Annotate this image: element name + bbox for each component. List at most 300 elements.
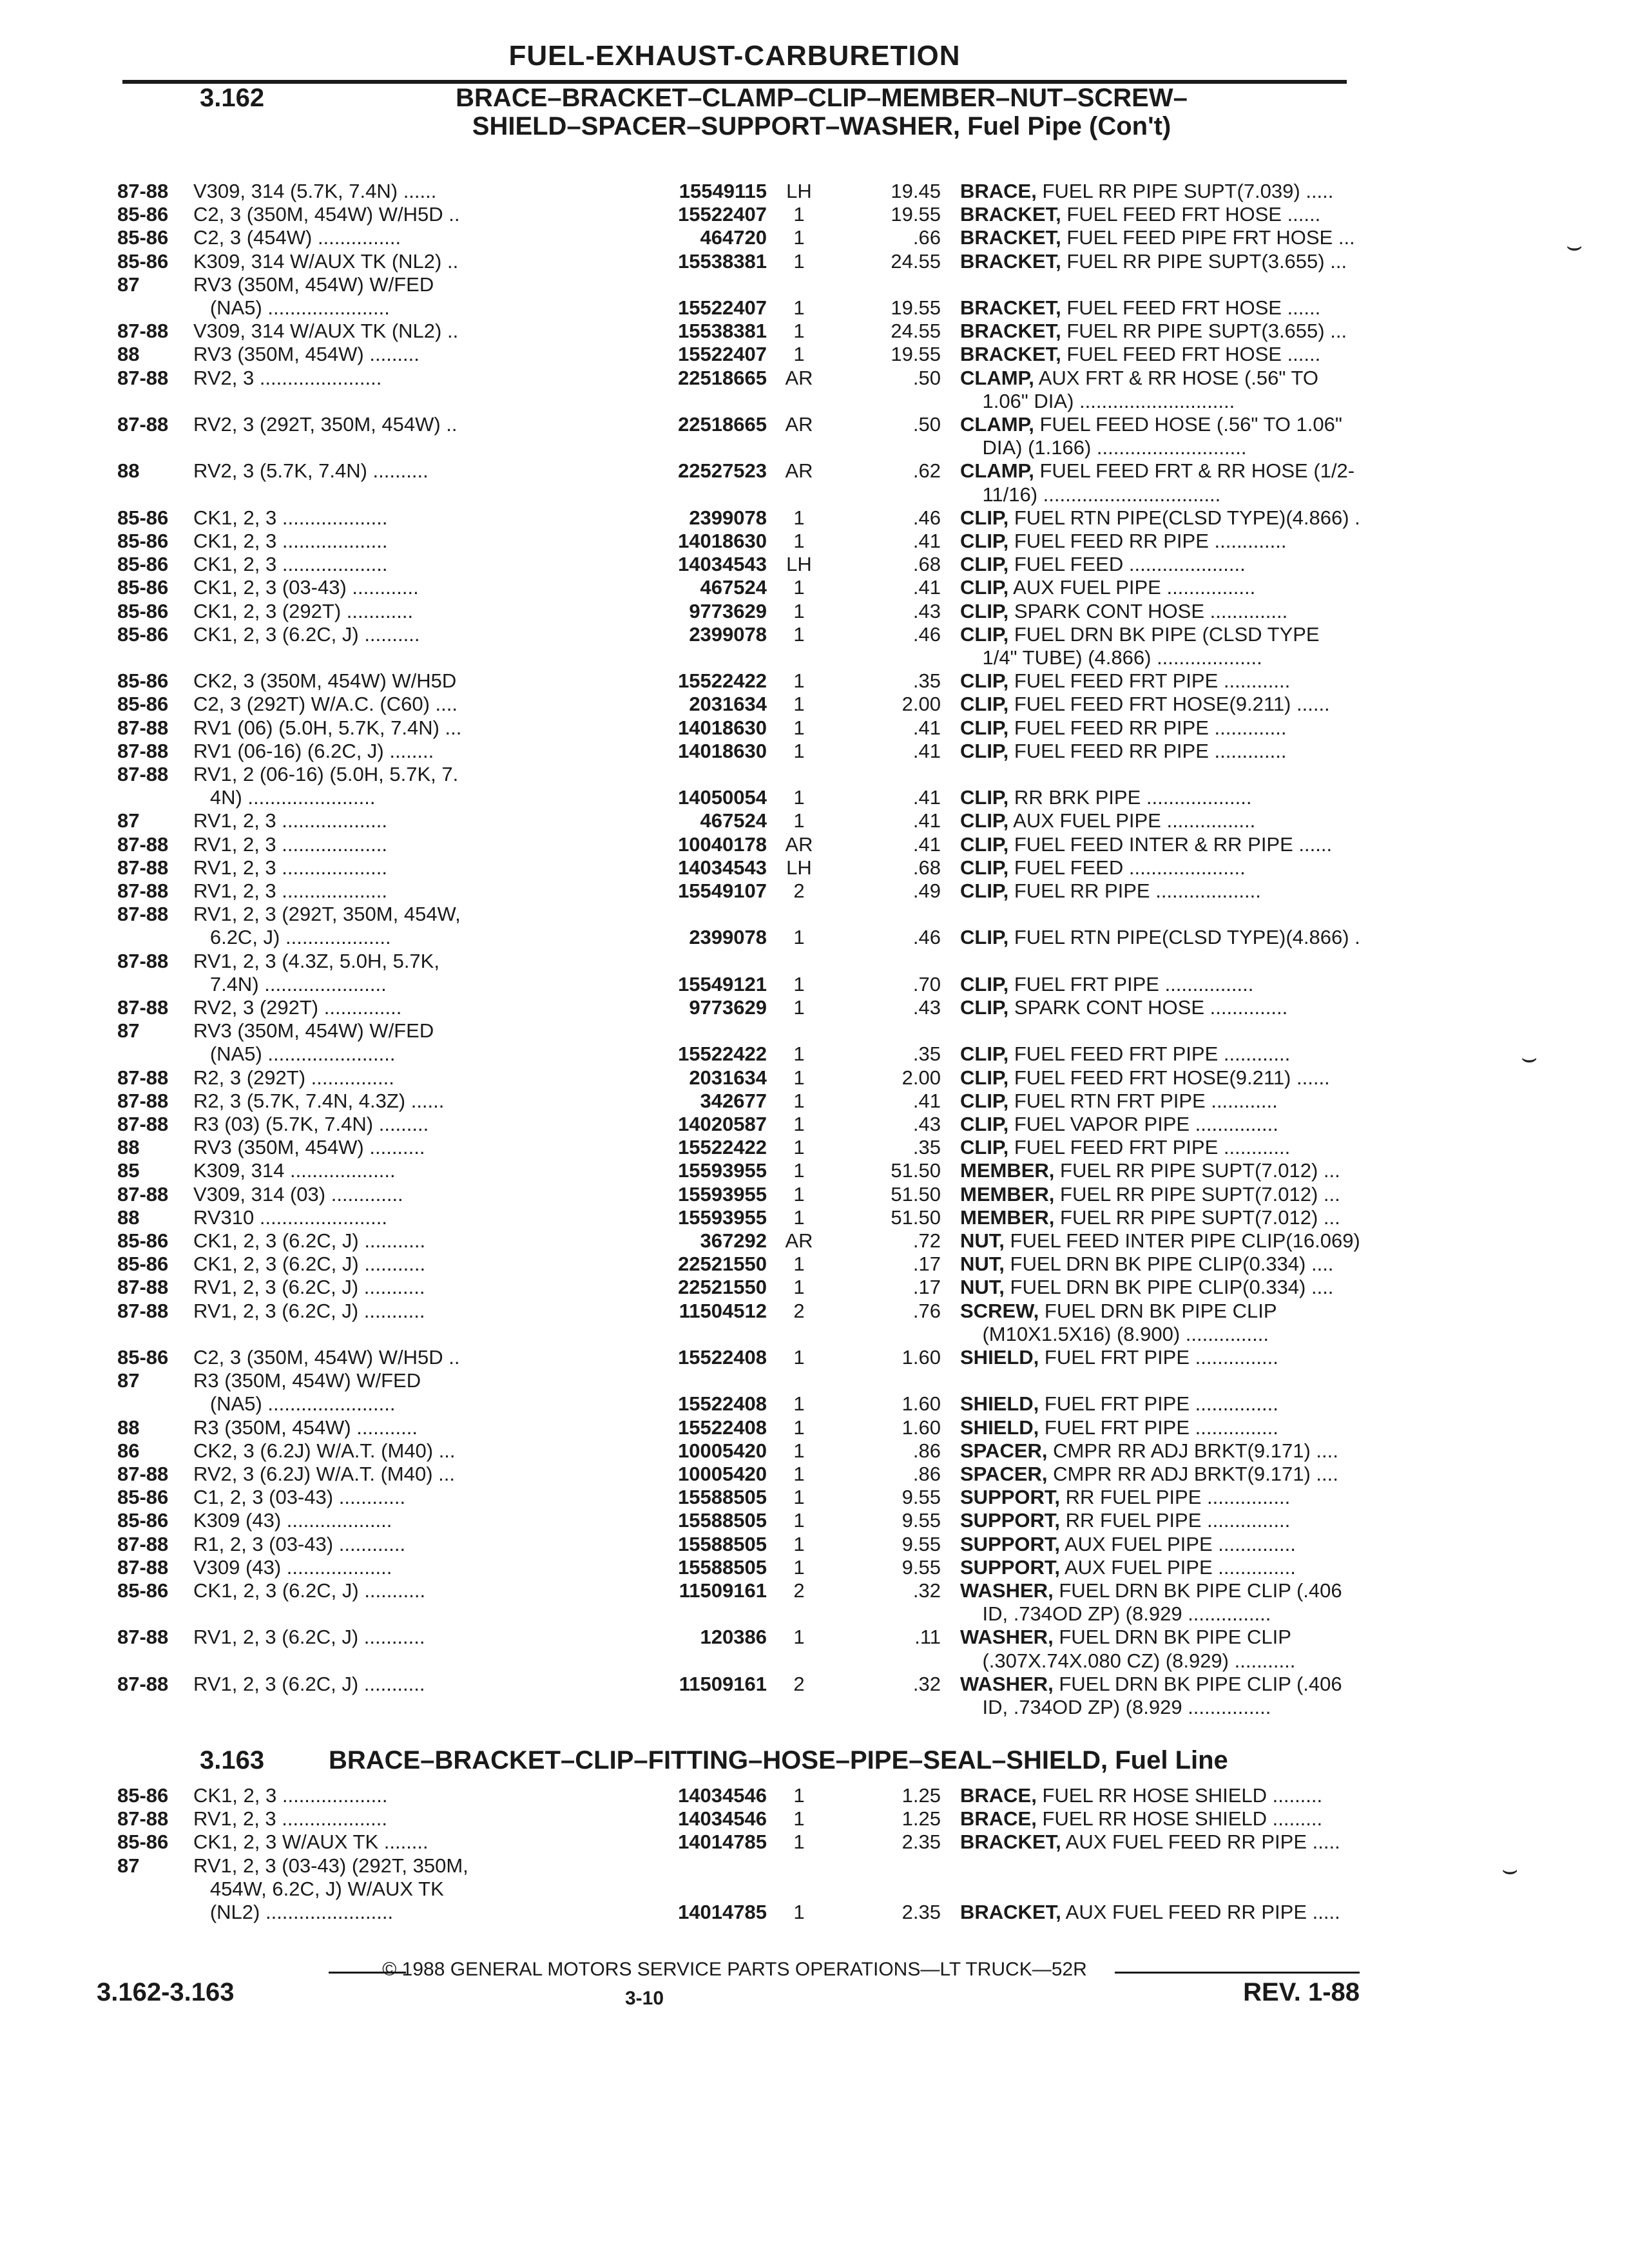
part-number-cell: 22521550 (678, 1276, 767, 1299)
description-keyword: MEMBER, (960, 1159, 1055, 1182)
description-text: AUX FUEL PIPE .............. (1064, 1532, 1296, 1555)
table-row (97, 274, 1360, 297)
description-cell (960, 1580, 1450, 1602)
part-number-cell: 15538381 (678, 320, 767, 343)
application-cell: CK1, 2, 3 (6.2C, J) ........... (193, 1579, 426, 1602)
part-number-cell: 2399078 (689, 926, 767, 949)
description-cell (960, 1253, 1450, 1275)
quantity-cell: 1 (793, 809, 805, 832)
model-year-cell: 85-86 (117, 226, 169, 249)
price-cell: .41 (912, 530, 941, 552)
quantity-cell: 1 (793, 1136, 805, 1159)
part-number-cell: 15522422 (678, 669, 767, 693)
application-cell: (NA5) ...................... (193, 296, 390, 319)
description-text: FUEL FEED ..................... (1014, 553, 1246, 576)
description-text: AUX FUEL FEED RR PIPE ..... (1065, 1901, 1340, 1923)
application-cell: RV2, 3 (6.2J) W/A.T. (M40) ... (193, 1463, 455, 1485)
application-cell: CK1, 2, 3 ................... (193, 530, 388, 552)
table-row (97, 1207, 1360, 1230)
description-keyword: CLIP, (960, 553, 1009, 576)
model-year-cell: 87-88 (117, 903, 169, 926)
application-cell: CK1, 2, 3 (292T) ............ (193, 599, 414, 622)
part-number-cell: 9773629 (689, 599, 767, 622)
price-cell: .86 (912, 1439, 941, 1462)
table-row (97, 974, 1360, 997)
description-keyword: CLIP, (960, 716, 1009, 739)
quantity-cell: 2 (793, 1579, 805, 1602)
model-year-cell: 87-88 (117, 763, 169, 785)
part-number-cell: 367292 (700, 1229, 767, 1252)
application-cell: RV3 (350M, 454W) ......... (193, 343, 419, 366)
price-cell: 24.55 (891, 320, 941, 343)
part-number-cell: 15588505 (678, 1532, 767, 1555)
quantity-cell: AR (785, 366, 813, 389)
description-cell (960, 484, 1450, 506)
model-year-cell: 87-88 (117, 1089, 169, 1112)
price-cell: .76 (912, 1299, 941, 1322)
section-number: 3.163 (200, 1746, 265, 1774)
model-year-cell: 88 (117, 343, 140, 366)
description-cell (960, 857, 1450, 879)
table-row (97, 1580, 1360, 1603)
section-title-line2: SHIELD–SPACER–SUPPORT–WASHER, Fuel Pipe (Con't) (472, 112, 1171, 140)
price-cell: 19.55 (891, 343, 941, 366)
table-row (97, 390, 1360, 414)
part-number-cell: 467524 (700, 576, 767, 599)
model-year-cell: 87-88 (117, 856, 169, 879)
quantity-cell: 1 (793, 1463, 805, 1485)
model-year-cell: 85-86 (117, 1784, 169, 1807)
description-text: ID, .734OD ZP) (8.929 ............... (965, 1696, 1271, 1718)
description-text: RR FUEL PIPE ............... (1065, 1509, 1291, 1532)
part-number-cell: 2399078 (689, 622, 767, 646)
page-title: FUEL-EXHAUST-CARBURETION (508, 40, 961, 72)
description-keyword: SUPPORT, (960, 1509, 1061, 1532)
description-keyword: CLIP, (960, 622, 1009, 646)
description-keyword: SHIELD, (960, 1346, 1039, 1369)
price-cell: .43 (912, 996, 941, 1019)
price-cell: .66 (912, 226, 941, 249)
margin-mark: ⌣ (1521, 1044, 1538, 1072)
description-keyword: NUT, (960, 1276, 1005, 1299)
application-cell: CK2, 3 (350M, 454W) W/H5D (193, 669, 457, 693)
table-row (97, 764, 1360, 787)
description-cell (960, 1137, 1450, 1158)
model-year-cell: 87 (117, 809, 140, 832)
application-cell: (NA5) ....................... (193, 1043, 396, 1066)
margin-mark: ⌣ (1566, 232, 1583, 260)
quantity-cell: 1 (793, 716, 805, 739)
table-row (97, 1370, 1360, 1393)
application-cell: V309, 314 (03) ............. (193, 1182, 403, 1206)
part-number-cell: 15522408 (678, 1416, 767, 1439)
description-text: FUEL DRN BK PIPE CLIP(0.334) .... (1010, 1276, 1334, 1299)
model-year-cell: 87 (117, 1854, 140, 1877)
section-title (354, 84, 1289, 140)
model-year-cell: 87-88 (117, 366, 169, 389)
price-cell: 1.60 (901, 1416, 941, 1439)
model-year-cell: 85-86 (117, 1253, 169, 1276)
description-text: FUEL RR PIPE SUPT(3.655) ... (1066, 320, 1347, 343)
section-3-163 (97, 1746, 1360, 1925)
description-keyword: CLIP, (960, 809, 1009, 832)
description-text: 11/16) ................................ (965, 483, 1221, 506)
part-number-cell: 15549107 (678, 879, 767, 902)
description-cell (960, 834, 1450, 856)
table-row (97, 484, 1360, 507)
description-cell (960, 787, 1450, 809)
description-text: (.307X.74X.080 CZ) (8.929) ........... (965, 1649, 1296, 1672)
description-text: FUEL DRN BK PIPE (CLSD TYPE (1014, 622, 1320, 646)
description-cell (960, 1696, 1450, 1718)
description-cell (960, 1650, 1450, 1672)
table-row (97, 787, 1360, 810)
table-row (97, 1696, 1360, 1720)
quantity-cell: 1 (793, 296, 805, 319)
part-number-cell: 9773629 (689, 996, 767, 1019)
footer-revision: REV. 1-88 (1243, 1978, 1360, 2006)
table-row (97, 1650, 1360, 1673)
description-keyword: BRACKET, (960, 320, 1061, 343)
description-keyword: NUT, (960, 1229, 1005, 1252)
application-cell: CK1, 2, 3 ................... (193, 1784, 388, 1807)
description-cell (960, 1831, 1450, 1853)
application-cell: RV1, 2 (06-16) (5.0H, 5.7K, 7. (193, 763, 459, 785)
description-keyword: SPACER, (960, 1439, 1048, 1462)
description-cell (960, 903, 1450, 925)
application-cell: RV3 (350M, 454W) W/FED (193, 1019, 434, 1043)
quantity-cell: 1 (793, 226, 805, 249)
model-year-cell: 87-88 (117, 716, 169, 739)
application-cell: C2, 3 (350M, 454W) W/H5D .. (193, 203, 460, 226)
description-cell (960, 1043, 1450, 1065)
description-keyword: BRACE, (960, 1807, 1037, 1831)
description-keyword: CLIP, (960, 1043, 1009, 1066)
description-text: CMPR RR ADJ BRKT(9.171) .... (1053, 1463, 1338, 1485)
part-number-cell: 22521550 (678, 1253, 767, 1276)
price-cell: 1.25 (901, 1807, 941, 1831)
model-year-cell: 87-88 (117, 1626, 169, 1649)
description-text: FUEL RR HOSE SHIELD ......... (1042, 1784, 1323, 1807)
description-cell (960, 1417, 1450, 1439)
section-header (97, 84, 1360, 180)
description-cell (960, 670, 1450, 692)
part-number-cell: 22518665 (678, 366, 767, 389)
part-number-cell: 2399078 (689, 506, 767, 529)
description-cell (960, 320, 1450, 342)
description-cell (960, 227, 1450, 249)
description-cell (960, 180, 1450, 202)
application-cell: RV1, 2, 3 ................... (193, 809, 387, 832)
quantity-cell: 2 (793, 1299, 805, 1322)
quantity-cell: 1 (793, 203, 805, 226)
part-number-cell: 14014785 (678, 1901, 767, 1923)
description-keyword: MEMBER, (960, 1182, 1055, 1206)
model-year-cell: 87-88 (117, 1463, 169, 1485)
quantity-cell: 1 (793, 1346, 805, 1369)
quantity-cell: LH (786, 553, 812, 576)
part-number-cell: 120386 (700, 1626, 767, 1649)
description-text: ID, .734OD ZP) (8.929 ............... (965, 1602, 1271, 1626)
application-cell: C2, 3 (292T) W/A.C. (C60) .... (193, 693, 458, 716)
part-number-cell: 11509161 (679, 1579, 767, 1602)
application-cell: RV1, 2, 3 (6.2C, J) ........... (193, 1672, 425, 1695)
description-keyword: CLIP, (960, 1066, 1009, 1089)
description-keyword: SUPPORT, (960, 1532, 1061, 1555)
description-cell (960, 974, 1450, 995)
quantity-cell: 2 (793, 1672, 805, 1695)
table-row (97, 927, 1360, 950)
table-row (97, 1510, 1360, 1533)
table-row (97, 647, 1360, 670)
description-keyword: CLIP, (960, 1113, 1009, 1135)
description-text: FUEL RR PIPE SUPT(3.655) ... (1066, 249, 1347, 273)
application-cell: RV310 ....................... (193, 1206, 387, 1229)
footer-rule-right (1115, 1972, 1360, 1974)
price-cell: .41 (912, 1089, 941, 1112)
description-text: FUEL RR PIPE SUPT(7.012) ... (1060, 1182, 1340, 1206)
model-year-cell: 87-88 (117, 1113, 169, 1135)
application-cell: R2, 3 (5.7K, 7.4N, 4.3Z) ...... (193, 1089, 445, 1112)
model-year-cell: 87 (117, 273, 140, 296)
table-row (97, 251, 1360, 274)
quantity-cell: 1 (793, 1807, 805, 1831)
application-cell: RV1, 2, 3 (292T, 350M, 454W, (193, 903, 461, 926)
description-cell (960, 553, 1450, 575)
model-year-cell: 85-86 (117, 1831, 169, 1854)
table-row (97, 577, 1360, 600)
application-cell: R3 (350M, 454W) ........... (193, 1416, 418, 1439)
part-number-cell: 15549115 (679, 180, 767, 202)
quantity-cell: 1 (793, 972, 805, 995)
section-title-line1: BRACE–BRACKET–CLIP–FITTING–HOSE–PIPE–SEAL–SHIELD, Fuel Line (329, 1746, 1228, 1774)
description-keyword: WASHER, (960, 1626, 1054, 1649)
description-cell (960, 367, 1450, 389)
table-row (97, 1323, 1360, 1347)
application-cell: CK1, 2, 3 W/AUX TK ........ (193, 1831, 429, 1854)
part-number-cell: 15522422 (678, 1043, 767, 1066)
table-row (97, 1785, 1360, 1808)
price-cell: 51.50 (891, 1182, 941, 1206)
quantity-cell: 1 (793, 1089, 805, 1112)
part-number-cell: 10005420 (678, 1439, 767, 1462)
description-text: FUEL DRN BK PIPE CLIP(0.334) .... (1010, 1253, 1334, 1276)
price-cell: 19.45 (891, 180, 941, 202)
model-year-cell: 87-88 (117, 1276, 169, 1299)
description-text: FUEL DRN BK PIPE CLIP (.406 (1059, 1579, 1342, 1602)
description-text: AUX FUEL FEED RR PIPE ..... (1065, 1831, 1340, 1854)
description-cell (960, 1230, 1450, 1252)
footer-page-number: 3-10 (625, 1988, 664, 2009)
description-cell (960, 1440, 1450, 1462)
quantity-cell: 1 (793, 1784, 805, 1807)
description-keyword: CLIP, (960, 856, 1009, 879)
description-text: FUEL RR PIPE ................... (1014, 879, 1261, 902)
table-row (97, 1347, 1360, 1370)
description-text: FUEL FEED INTER PIPE CLIP(16.069) (1010, 1229, 1360, 1252)
description-cell (960, 274, 1450, 296)
description-keyword: SHIELD, (960, 1392, 1039, 1416)
description-text: FUEL DRN BK PIPE CLIP (.406 (1059, 1672, 1342, 1695)
quantity-cell: 1 (793, 530, 805, 552)
table-row (97, 1603, 1360, 1626)
price-cell: 2.00 (901, 693, 941, 716)
price-cell: .17 (912, 1276, 941, 1299)
table-row (97, 530, 1360, 553)
description-text: FUEL RR PIPE SUPT(7.039) ..... (1042, 180, 1334, 202)
section-3-162 (97, 84, 1360, 1720)
price-cell: .11 (914, 1626, 941, 1649)
description-cell (960, 297, 1450, 319)
description-keyword: SPACER, (960, 1463, 1048, 1485)
table-row (97, 693, 1360, 716)
price-cell: .41 (912, 832, 941, 856)
description-text: FUEL FRT PIPE ............... (1044, 1416, 1278, 1439)
description-cell (960, 414, 1450, 436)
application-cell: CK1, 2, 3 (03-43) ............ (193, 576, 419, 599)
part-number-cell: 14014785 (678, 1831, 767, 1854)
model-year-cell: 85-86 (117, 530, 169, 552)
description-keyword: CLIP, (960, 1136, 1009, 1159)
quantity-cell: 1 (793, 786, 805, 809)
model-year-cell: 87-88 (117, 1299, 169, 1322)
price-cell: .50 (912, 366, 941, 389)
table-row (97, 1533, 1360, 1557)
description-keyword: CLIP, (960, 693, 1009, 716)
table-row (97, 414, 1360, 437)
description-cell (960, 927, 1450, 948)
application-cell: CK1, 2, 3 (6.2C, J) ........... (193, 1253, 426, 1276)
description-keyword: CLIP, (960, 576, 1009, 599)
model-year-cell: 85-86 (117, 622, 169, 646)
price-cell: 51.50 (891, 1159, 941, 1182)
model-year-cell: 87-88 (117, 879, 169, 902)
table-row (97, 320, 1360, 343)
quantity-cell: 1 (793, 1206, 805, 1229)
description-keyword: BRACKET, (960, 1901, 1061, 1923)
price-cell: .43 (912, 1113, 941, 1135)
application-cell: V309, 314 (5.7K, 7.4N) ...... (193, 180, 437, 202)
price-cell: .72 (912, 1229, 941, 1252)
description-keyword: NUT, (960, 1253, 1005, 1276)
table-row (97, 903, 1360, 927)
description-cell (960, 1323, 1450, 1345)
description-keyword: BRACKET, (960, 1831, 1061, 1854)
description-cell (960, 1855, 1450, 1877)
description-cell (960, 717, 1450, 739)
model-year-cell: 85-86 (117, 576, 169, 599)
model-year-cell: 87-88 (117, 413, 169, 436)
description-keyword: BRACKET, (960, 343, 1061, 366)
quantity-cell: 1 (793, 1532, 805, 1555)
price-cell: 9.55 (901, 1532, 941, 1555)
application-cell: (NL2) ....................... (193, 1901, 394, 1923)
quantity-cell: AR (785, 413, 813, 436)
description-keyword: CLAMP, (960, 413, 1034, 436)
price-cell: .35 (912, 669, 941, 693)
description-keyword: CLIP, (960, 530, 1009, 552)
table-row (97, 297, 1360, 320)
price-cell: .46 (912, 926, 941, 949)
description-cell (960, 1300, 1450, 1322)
description-text: FUEL RTN PIPE(CLSD TYPE)(4.866) . (1014, 506, 1360, 529)
model-year-cell: 88 (117, 1416, 140, 1439)
part-number-cell: 14034543 (678, 553, 767, 576)
model-year-cell: 88 (117, 459, 140, 483)
description-text: FUEL FEED RR PIPE ............. (1014, 530, 1287, 552)
description-cell (960, 880, 1450, 902)
application-cell: CK1, 2, 3 ................... (193, 553, 388, 576)
description-text: FUEL FEED FRT HOSE(9.211) ...... (1014, 693, 1330, 716)
table-row (97, 1463, 1360, 1486)
model-year-cell: 88 (117, 1206, 140, 1229)
description-keyword: BRACE, (960, 1784, 1037, 1807)
part-number-cell: 14034546 (678, 1784, 767, 1807)
description-keyword: CLIP, (960, 786, 1009, 809)
model-year-cell: 87-88 (117, 949, 169, 972)
part-number-cell: 14018630 (678, 739, 767, 762)
part-number-cell: 467524 (700, 809, 767, 832)
description-cell (960, 1276, 1450, 1298)
section-title-line1: BRACE–BRACKET–CLAMP–CLIP–MEMBER–NUT–SCREW– (456, 84, 1188, 112)
table-row (97, 1393, 1360, 1416)
model-year-cell: 87-88 (117, 739, 169, 762)
quantity-cell: 2 (793, 879, 805, 902)
quantity-cell: 1 (793, 320, 805, 343)
part-number-cell: 11509161 (679, 1672, 767, 1695)
application-cell: C1, 2, 3 (03-43) ............ (193, 1486, 406, 1509)
part-number-cell: 2031634 (689, 1066, 767, 1089)
description-text: FUEL FEED ..................... (1014, 856, 1246, 879)
description-text: FUEL FRT PIPE ............... (1044, 1346, 1278, 1369)
description-text: FUEL FEED RR PIPE ............. (1014, 716, 1287, 739)
price-cell: .62 (912, 459, 941, 483)
margin-mark: ⌣ (1501, 1856, 1519, 1884)
application-cell: K309, 314 W/AUX TK (NL2) .. (193, 249, 459, 273)
quantity-cell: AR (785, 459, 813, 483)
model-year-cell: 87-88 (117, 832, 169, 856)
table-row (97, 343, 1360, 367)
description-cell (960, 507, 1450, 529)
table-row (97, 950, 1360, 974)
model-year-cell: 85-86 (117, 553, 169, 576)
part-number-cell: 15593955 (678, 1206, 767, 1229)
table-row (97, 1808, 1360, 1831)
description-keyword: CLIP, (960, 669, 1009, 693)
table-row (97, 717, 1360, 740)
application-cell: RV1 (06) (5.0H, 5.7K, 7.4N) ... (193, 716, 462, 739)
description-text: AUX FUEL PIPE ................ (1013, 809, 1256, 832)
price-cell: .17 (912, 1253, 941, 1276)
part-number-cell: 14050054 (678, 786, 767, 809)
model-year-cell: 88 (117, 1136, 140, 1159)
application-cell: RV1, 2, 3 ................... (193, 879, 387, 902)
price-cell: .41 (912, 786, 941, 809)
price-cell: .46 (912, 506, 941, 529)
quantity-cell: 1 (793, 1159, 805, 1182)
part-number-cell: 15549121 (678, 972, 767, 995)
description-text: FUEL FEED RR PIPE ............. (1014, 739, 1287, 762)
quantity-cell: AR (785, 832, 813, 856)
application-cell: CK1, 2, 3 (6.2C, J) ........... (193, 1229, 426, 1252)
price-cell: .50 (912, 413, 941, 436)
description-text: 1/4" TUBE) (4.866) ................... (965, 646, 1262, 669)
description-cell (960, 810, 1450, 832)
description-keyword: CLAMP, (960, 459, 1034, 483)
application-cell: RV1, 2, 3 ................... (193, 832, 387, 856)
application-cell: R3 (350M, 454W) W/FED (193, 1369, 421, 1392)
model-year-cell: 85-86 (117, 599, 169, 622)
